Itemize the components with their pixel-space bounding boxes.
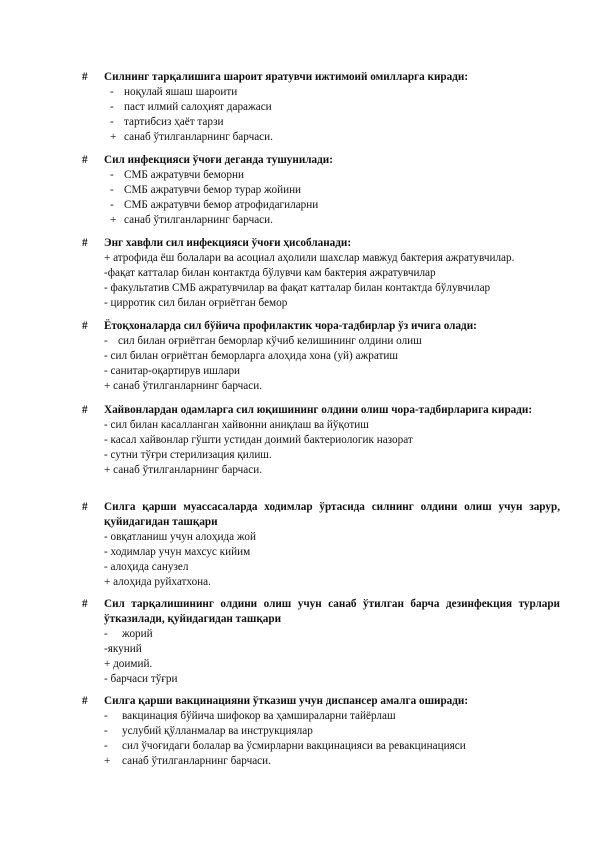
answer-option: - барчаси тўғри bbox=[104, 673, 178, 685]
question-text: Энг хавфли сил инфекцияси ўчоғи ҳисобланади: bbox=[104, 237, 352, 249]
answer-option: - сутни тўғри стерилизация қилиш. bbox=[104, 449, 272, 461]
answer-option: - сил билан касалланган хайвонни аниқлаш ва йўқотиш bbox=[104, 419, 369, 431]
question-block bbox=[82, 403, 560, 478]
answer-option: + атрофида ёш болалари ва асоциал аҳолили шахслар мавжуд бактерия ажратувчилар. bbox=[104, 252, 515, 264]
answer-option: - тартибсиз ҳаёт тарзи bbox=[110, 116, 224, 128]
answer-list bbox=[104, 85, 560, 145]
answer-list bbox=[104, 168, 560, 228]
question-block bbox=[82, 500, 560, 590]
answer-option: + санаб ўтилганларнинг барчаси. bbox=[104, 755, 271, 767]
answer-option: - СМБ ажратувчи беморни bbox=[110, 169, 244, 181]
answer-option: - овқатланиш учун алоҳида жой bbox=[104, 531, 256, 543]
question-block bbox=[82, 694, 560, 769]
answer-option: - СМБ ажратувчи бемор турар жойини bbox=[110, 184, 302, 196]
question-text: Силга қарши вакцинацияни ўтказиш учун диспансер амалга оширади: bbox=[104, 695, 469, 707]
question-marker: # bbox=[82, 154, 88, 166]
answer-list bbox=[104, 251, 560, 311]
question-block bbox=[82, 70, 560, 145]
answer-option: - сил билан оғриётган беморларга алоҳида хона (уй) ажратиш bbox=[104, 350, 399, 362]
answer-option: - касал хайвонлар гўшти устидан доимий бактериологик назорат bbox=[104, 434, 413, 446]
question-text: Сил тарқалишининг олдини олиш учун санаб ўтилган барча дезинфекция турлари ўтказилади, қуйидагидан ташқари bbox=[104, 598, 560, 625]
question-marker: # bbox=[82, 237, 88, 249]
answer-option: - паст илмий салоҳият даражаси bbox=[110, 101, 272, 113]
question-text: Силга қарши муассасаларда ходимлар ўртасида силнинг олдини олиш учун зарур, қуйидагидан ташқари bbox=[104, 501, 560, 528]
question-marker: # bbox=[82, 404, 88, 416]
question-text: Ётоқхоналарда сил бўйича профилактик чора-тадбирлар ўз ичига олади: bbox=[104, 320, 477, 332]
answer-option: - сил билан оғриётган беморлар кўчиб келишининг олдини олиш bbox=[104, 335, 422, 347]
question-text: Сил инфекцияси ўчоғи деганда тушунилади: bbox=[104, 154, 333, 166]
question-marker: # bbox=[82, 695, 88, 707]
answer-option: + санаб ўтилганларнинг барчаси. bbox=[110, 131, 273, 143]
answer-option: + санаб ўтилганларнинг барчаси. bbox=[110, 214, 273, 226]
question-marker: # bbox=[82, 598, 88, 610]
answer-option: - санитар-оқартирув ишлари bbox=[104, 365, 241, 377]
answer-option: - услубий қўлланмалар ва инструкциялар bbox=[104, 725, 313, 737]
question-marker: # bbox=[82, 71, 88, 83]
answer-option: - СМБ ажратувчи бемор атрофидагиларни bbox=[110, 199, 319, 211]
answer-option: -якуний bbox=[104, 643, 142, 655]
answer-option: -фақат катталар билан контактда бўлувчи кам бактерия ажратувчилар bbox=[104, 267, 436, 279]
answer-option: - ходимлар учун махсус кийим bbox=[104, 546, 251, 558]
answer-option: + санаб ўтилганларнинг барчаси. bbox=[104, 380, 263, 392]
answer-option: - сил ўчоғидаги болалар ва ўсмирларни вакцинацияси ва ревакцинацияси bbox=[104, 740, 466, 752]
answer-option: - вакцинация бўйича шифокор ва ҳамшираларни тайёрлаш bbox=[104, 710, 396, 722]
question-block bbox=[82, 597, 560, 687]
question-block bbox=[82, 236, 560, 311]
answer-option: - ноқулай яшаш шароити bbox=[110, 86, 238, 98]
answer-option: - жорий bbox=[104, 628, 153, 640]
question-block bbox=[82, 319, 560, 394]
answer-option: + санаб ўтилганларнинг барчаси. bbox=[104, 464, 263, 476]
question-block bbox=[82, 153, 560, 228]
question-text: Хайвонлардан одамларга сил юқишининг олдини олиш чора-тадбирларига киради: bbox=[104, 404, 533, 416]
question-marker: # bbox=[82, 501, 88, 513]
answer-list bbox=[104, 418, 560, 478]
answer-list bbox=[104, 627, 560, 687]
question-text: Силнинг тарқалишига шароит яратувчи ижтимоий омилларга киради: bbox=[104, 71, 469, 83]
answer-list bbox=[104, 709, 560, 769]
question-marker: # bbox=[82, 320, 88, 332]
answer-option: + доимий. bbox=[104, 658, 153, 670]
answer-list bbox=[104, 334, 560, 394]
answer-option: - алоҳида санузел bbox=[104, 561, 189, 573]
answer-option: - цирротик сил билан оғриётган бемор bbox=[104, 297, 288, 309]
answer-option: + алоҳида руйхатхона. bbox=[104, 576, 211, 588]
answer-list bbox=[104, 530, 560, 590]
answer-option: - факультатив СМБ ажратувчилар ва фақат катталар билан контактда бўлувчилар bbox=[104, 282, 491, 294]
